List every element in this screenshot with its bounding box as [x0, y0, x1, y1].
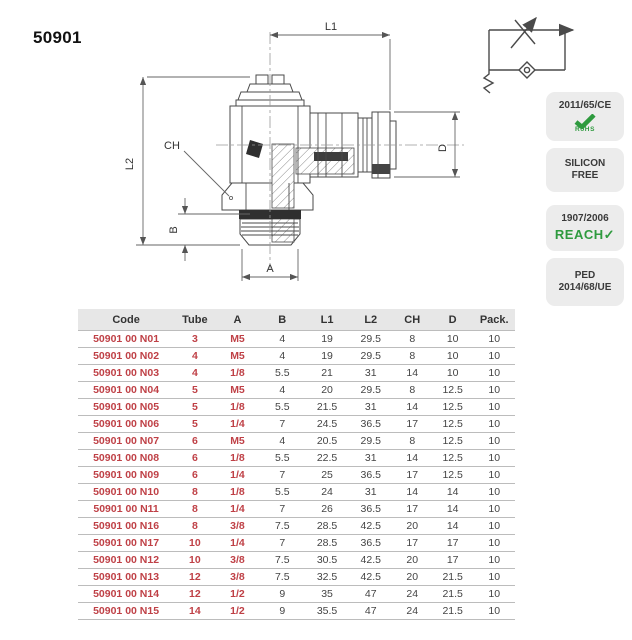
cell-l1: 35 — [305, 586, 349, 603]
cell-ch: 20 — [393, 518, 432, 535]
cell-l1: 32.5 — [305, 569, 349, 586]
cell-ch: 8 — [393, 348, 432, 365]
cell-pack: 10 — [473, 569, 515, 586]
cell-d: 14 — [432, 484, 474, 501]
cell-d: 14 — [432, 518, 474, 535]
cell-tube: 3 — [174, 331, 216, 348]
cell-b: 7 — [259, 416, 305, 433]
cell-tube: 8 — [174, 518, 216, 535]
hex-nut — [222, 183, 313, 210]
cell-pack: 10 — [473, 552, 515, 569]
cell-d: 14 — [432, 501, 474, 518]
cell-tube: 12 — [174, 586, 216, 603]
cell-a: 1/8 — [216, 484, 260, 501]
cell-pack: 10 — [473, 501, 515, 518]
cell-tube: 6 — [174, 450, 216, 467]
cell-pack: 10 — [473, 586, 515, 603]
cell-a: 3/8 — [216, 552, 260, 569]
cell-code: 50901 00 N02 — [78, 348, 174, 365]
cell-code: 50901 00 N06 — [78, 416, 174, 433]
reach-regulation-label: 1907/2006 — [561, 213, 609, 224]
cell-l2: 47 — [349, 603, 393, 620]
table-row — [78, 603, 515, 620]
cell-code: 50901 00 N11 — [78, 501, 174, 518]
cell-code: 50901 00 N15 — [78, 603, 174, 620]
cell-ch: 17 — [393, 467, 432, 484]
table-row — [78, 467, 515, 484]
cell-tube: 5 — [174, 399, 216, 416]
cell-ch: 17 — [393, 416, 432, 433]
cell-a: 3/8 — [216, 569, 260, 586]
cell-d: 21.5 — [432, 569, 474, 586]
rohs-label: RoHS — [574, 126, 596, 133]
cell-tube: 14 — [174, 603, 216, 620]
cell-code: 50901 00 N16 — [78, 518, 174, 535]
cell-code: 50901 00 N01 — [78, 331, 174, 348]
header-d: D — [432, 309, 474, 331]
cell-a: 1/4 — [216, 535, 260, 552]
cell-b: 7 — [259, 501, 305, 518]
cell-l1: 25 — [305, 467, 349, 484]
flow-control-valve-symbol-icon — [477, 6, 595, 98]
dim-label-ch: CH — [164, 140, 180, 152]
cell-a: 1/8 — [216, 399, 260, 416]
cell-l2: 31 — [349, 450, 393, 467]
cell-ch: 14 — [393, 484, 432, 501]
badge-rohs — [546, 92, 624, 141]
cell-l2: 29.5 — [349, 348, 393, 365]
cell-code: 50901 00 N13 — [78, 569, 174, 586]
table-row — [78, 382, 515, 399]
cell-pack: 10 — [473, 331, 515, 348]
cell-l1: 24 — [305, 484, 349, 501]
cell-d: 17 — [432, 535, 474, 552]
cell-ch: 20 — [393, 569, 432, 586]
cell-ch: 20 — [393, 552, 432, 569]
cell-l1: 20.5 — [305, 433, 349, 450]
header-ch: CH — [393, 309, 432, 331]
cell-d: 12.5 — [432, 382, 474, 399]
cell-l1: 26 — [305, 501, 349, 518]
cell-b: 5.5 — [259, 450, 305, 467]
dim-label-l1: L1 — [324, 21, 338, 33]
dim-label-l2: L2 — [124, 157, 136, 171]
cell-code: 50901 00 N14 — [78, 586, 174, 603]
table-row — [78, 450, 515, 467]
cell-l2: 29.5 — [349, 331, 393, 348]
cell-l2: 42.5 — [349, 552, 393, 569]
cell-tube: 4 — [174, 365, 216, 382]
cell-tube: 10 — [174, 552, 216, 569]
cell-code: 50901 00 N07 — [78, 433, 174, 450]
cell-ch: 24 — [393, 603, 432, 620]
cell-l1: 35.5 — [305, 603, 349, 620]
badge-silicon-free: SILICON FREE — [546, 148, 624, 192]
cell-code: 50901 00 N10 — [78, 484, 174, 501]
table-row — [78, 586, 515, 603]
badge-reach — [546, 205, 624, 251]
cell-pack: 10 — [473, 433, 515, 450]
cell-pack: 10 — [473, 535, 515, 552]
cell-b: 7 — [259, 467, 305, 484]
cell-l1: 28.5 — [305, 518, 349, 535]
table-row — [78, 331, 515, 348]
cell-l2: 29.5 — [349, 433, 393, 450]
cell-a: M5 — [216, 382, 260, 399]
cell-a: 1/4 — [216, 467, 260, 484]
cell-l1: 19 — [305, 348, 349, 365]
table-row — [78, 484, 515, 501]
cell-l2: 42.5 — [349, 569, 393, 586]
cell-tube: 8 — [174, 501, 216, 518]
cell-l1: 28.5 — [305, 535, 349, 552]
cell-ch: 8 — [393, 382, 432, 399]
cell-b: 4 — [259, 433, 305, 450]
table-row — [78, 399, 515, 416]
cell-code: 50901 00 N04 — [78, 382, 174, 399]
cell-d: 12.5 — [432, 450, 474, 467]
cell-a: 1/4 — [216, 416, 260, 433]
reach-label: REACH✓ — [554, 227, 616, 242]
cell-b: 7.5 — [259, 518, 305, 535]
cell-l2: 36.5 — [349, 416, 393, 433]
cell-a: 1/4 — [216, 501, 260, 518]
table-row — [78, 569, 515, 586]
cell-l2: 36.5 — [349, 535, 393, 552]
cell-a: 1/8 — [216, 365, 260, 382]
cell-l1: 30.5 — [305, 552, 349, 569]
cell-ch: 14 — [393, 365, 432, 382]
certification-badges — [546, 92, 624, 313]
cell-b: 7.5 — [259, 569, 305, 586]
cell-ch: 24 — [393, 586, 432, 603]
cell-a: 1/2 — [216, 586, 260, 603]
header-tube: Tube — [174, 309, 216, 331]
cell-l2: 29.5 — [349, 382, 393, 399]
cell-b: 5.5 — [259, 484, 305, 501]
table-row — [78, 535, 515, 552]
header-l1: L1 — [305, 309, 349, 331]
cell-ch: 14 — [393, 399, 432, 416]
cell-ch: 14 — [393, 450, 432, 467]
technical-drawing — [100, 18, 472, 292]
cell-l2: 47 — [349, 586, 393, 603]
cell-pack: 10 — [473, 416, 515, 433]
cell-tube: 4 — [174, 348, 216, 365]
reach-check-icon: ✓ — [603, 227, 616, 242]
cell-b: 7.5 — [259, 552, 305, 569]
cell-a: 1/2 — [216, 603, 260, 620]
header-a: A — [216, 309, 260, 331]
cell-l2: 36.5 — [349, 467, 393, 484]
cell-ch: 17 — [393, 535, 432, 552]
cell-a: M5 — [216, 433, 260, 450]
cell-l1: 21 — [305, 365, 349, 382]
cell-l2: 31 — [349, 484, 393, 501]
cell-pack: 10 — [473, 450, 515, 467]
rohs-directive-label: 2011/65/CE — [558, 100, 612, 111]
cell-pack: 10 — [473, 382, 515, 399]
cell-code: 50901 00 N05 — [78, 399, 174, 416]
cell-d: 12.5 — [432, 399, 474, 416]
cell-b: 9 — [259, 603, 305, 620]
cell-b: 5.5 — [259, 365, 305, 382]
table-row — [78, 552, 515, 569]
cell-d: 12.5 — [432, 416, 474, 433]
cell-b: 4 — [259, 348, 305, 365]
cell-ch: 17 — [393, 501, 432, 518]
cell-b: 4 — [259, 331, 305, 348]
cell-pack: 10 — [473, 467, 515, 484]
dim-label-a: A — [266, 263, 274, 275]
header-code: Code — [78, 309, 174, 331]
cell-pack: 10 — [473, 603, 515, 620]
table-row — [78, 501, 515, 518]
cell-pack: 10 — [473, 399, 515, 416]
cell-l2: 42.5 — [349, 518, 393, 535]
cell-pack: 10 — [473, 348, 515, 365]
cell-l1: 22.5 — [305, 450, 349, 467]
cell-tube: 6 — [174, 433, 216, 450]
cell-a: 3/8 — [216, 518, 260, 535]
cell-code: 50901 00 N12 — [78, 552, 174, 569]
cell-d: 10 — [432, 331, 474, 348]
header-l2: L2 — [349, 309, 393, 331]
cell-code: 50901 00 N17 — [78, 535, 174, 552]
cell-pack: 10 — [473, 484, 515, 501]
cell-ch: 8 — [393, 331, 432, 348]
cell-tube: 12 — [174, 569, 216, 586]
cell-l1: 21.5 — [305, 399, 349, 416]
cell-d: 10 — [432, 348, 474, 365]
table-row — [78, 433, 515, 450]
table-row — [78, 365, 515, 382]
header-pack: Pack. — [473, 309, 515, 331]
cell-tube: 5 — [174, 382, 216, 399]
cell-l1: 24.5 — [305, 416, 349, 433]
cell-tube: 6 — [174, 467, 216, 484]
cell-a: M5 — [216, 348, 260, 365]
page-title: 50901 — [33, 28, 82, 47]
cell-pack: 10 — [473, 518, 515, 535]
cell-code: 50901 00 N08 — [78, 450, 174, 467]
cell-d: 21.5 — [432, 603, 474, 620]
badge-ped: PED 2014/68/UE — [546, 258, 624, 306]
cell-tube: 10 — [174, 535, 216, 552]
cell-d: 17 — [432, 552, 474, 569]
dim-label-d: D — [437, 144, 449, 152]
cell-b: 7 — [259, 535, 305, 552]
cell-b: 9 — [259, 586, 305, 603]
table-row — [78, 518, 515, 535]
cell-a: M5 — [216, 331, 260, 348]
dimensions-table — [78, 309, 515, 620]
cell-tube: 5 — [174, 416, 216, 433]
cell-code: 50901 00 N03 — [78, 365, 174, 382]
cell-d: 12.5 — [432, 467, 474, 484]
cell-code: 50901 00 N09 — [78, 467, 174, 484]
cell-tube: 8 — [174, 484, 216, 501]
table-row — [78, 348, 515, 365]
table-row — [78, 416, 515, 433]
header-b: B — [259, 309, 305, 331]
cell-l2: 36.5 — [349, 501, 393, 518]
dim-label-b: B — [168, 226, 180, 234]
cell-l1: 19 — [305, 331, 349, 348]
cell-a: 1/8 — [216, 450, 260, 467]
cell-pack: 10 — [473, 365, 515, 382]
cell-d: 10 — [432, 365, 474, 382]
cell-b: 4 — [259, 382, 305, 399]
table-header-row — [78, 309, 515, 331]
cell-d: 12.5 — [432, 433, 474, 450]
cell-b: 5.5 — [259, 399, 305, 416]
cell-d: 21.5 — [432, 586, 474, 603]
cell-l2: 31 — [349, 365, 393, 382]
cell-l2: 31 — [349, 399, 393, 416]
cell-ch: 8 — [393, 433, 432, 450]
cell-l1: 20 — [305, 382, 349, 399]
